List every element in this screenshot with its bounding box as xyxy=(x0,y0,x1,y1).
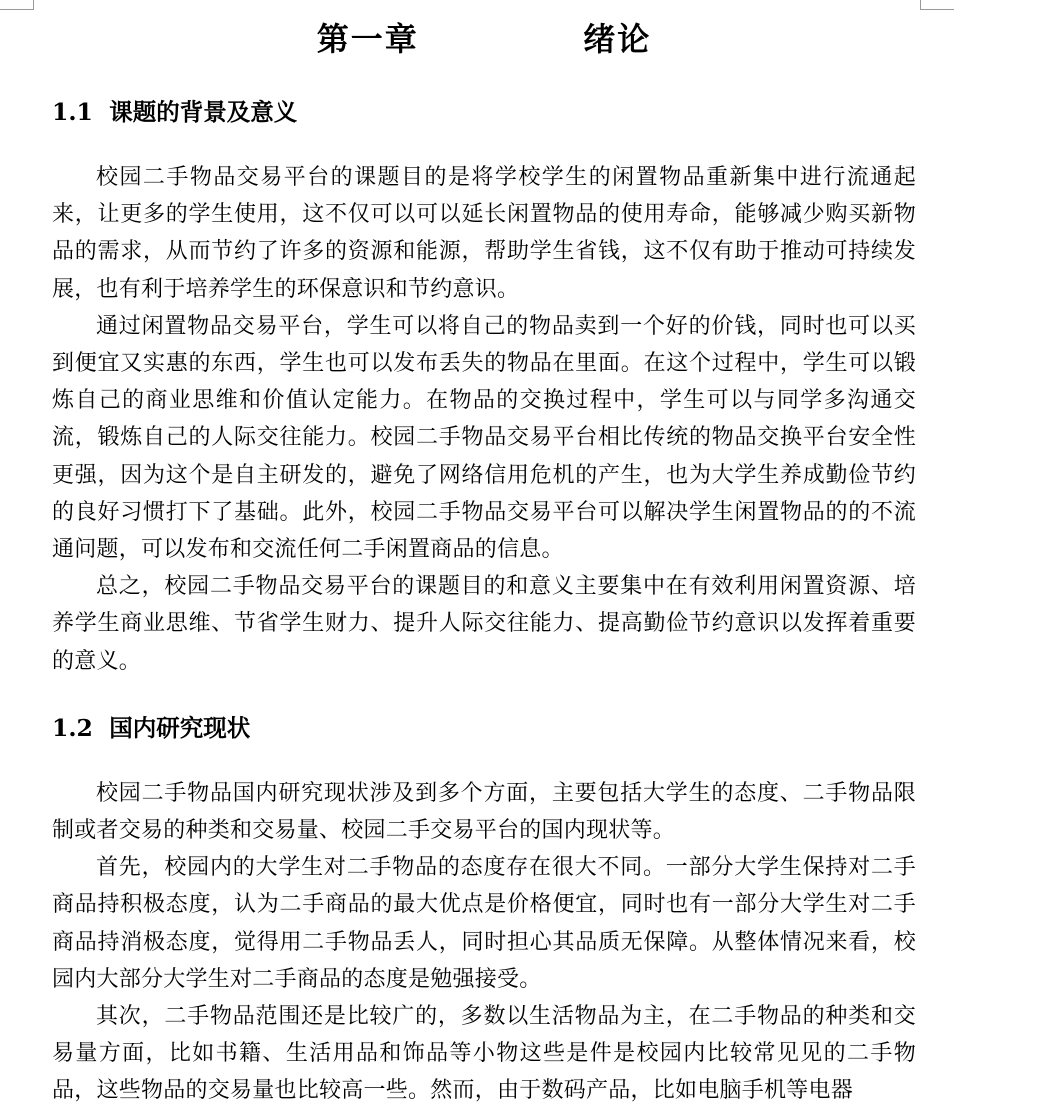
crop-mark-top-right xyxy=(920,0,954,10)
section-heading-1-1: 1.1 课题的背景及意义 xyxy=(52,98,298,126)
crop-mark-top-left xyxy=(0,0,34,10)
section-heading-1-2: 1.2 国内研究现状 xyxy=(52,713,251,742)
paragraph: 校园二手物品国内研究现状涉及到多个方面，主要包括大学生的态度、二手物品限制或者交易的种类和交易量、校园二手交易平台的国内现状等。 xyxy=(52,780,916,844)
paragraph: 通过闲置物品交易平台，学生可以将自己的物品卖到一个好的价钱，同时也可以买到便宜又实惠的东西，学生也可以发布丢失的物品在里面。在这个过程中，学生可以锻炼自己的商业思维和价值认定能力。在物品的交换过程中，学生可以与同学多沟通交流，锻炼自己的人际交往能力。校园二手物品交易平台相比传统的物品交换平台安全性更强，因为这个是自主研发的，避免了网络信用危机的产生，也为大学生养成勤俭节约的良好习惯打下了基础。此外，校园二手物品交易平台可以解决学生闲置物品的的不流通问题，可以发布和交流任何二手闲置商品的信息。 xyxy=(52,313,916,563)
document-page xyxy=(52,0,916,1110)
paragraph: 首先，校园内的大学生对二手物品的态度存在很大不同。一部分大学生保持对二手商品持积极态度，认为二手商品的最大优点是价格便宜，同时也有一部分大学生对二手商品持消极态度，觉得用二手物品丢人，同时担心其品质无保障。从整体情况来看，校园内大部分大学生对二手商品的态度是勉强接受。 xyxy=(52,855,916,992)
paragraph: 其次，二手物品范围还是比较广的，多数以生活物品为主，在二手物品的种类和交易量方面，比如书籍、生活用品和饰品等小物这些是件是校园内比较常见见的二手物品，这些物品的交易量也比较高一些。然而，由于数码产品，比如电脑手机等电器 xyxy=(52,1004,916,1104)
chapter-title: 第一章 绪论 xyxy=(316,20,652,58)
paragraph: 总之，校园二手物品交易平台的课题目的和意义主要集中在有效利用闲置资源、培养学生商业思维、节省学生财力、提升人际交往能力、提高勤俭节约意识以发挥着重要的意义。 xyxy=(52,574,916,674)
paragraph: 校园二手物品交易平台的课题目的是将学校学生的闲置物品重新集中进行流通起来，让更多的学生使用，这不仅可以可以延长闲置物品的使用寿命，能够减少购买新物品的需求，从而节约了许多的资源和能源，帮助学生省钱，这不仅有助于推动可持续发展，也有利于培养学生的环保意识和节约意识。 xyxy=(52,165,916,302)
